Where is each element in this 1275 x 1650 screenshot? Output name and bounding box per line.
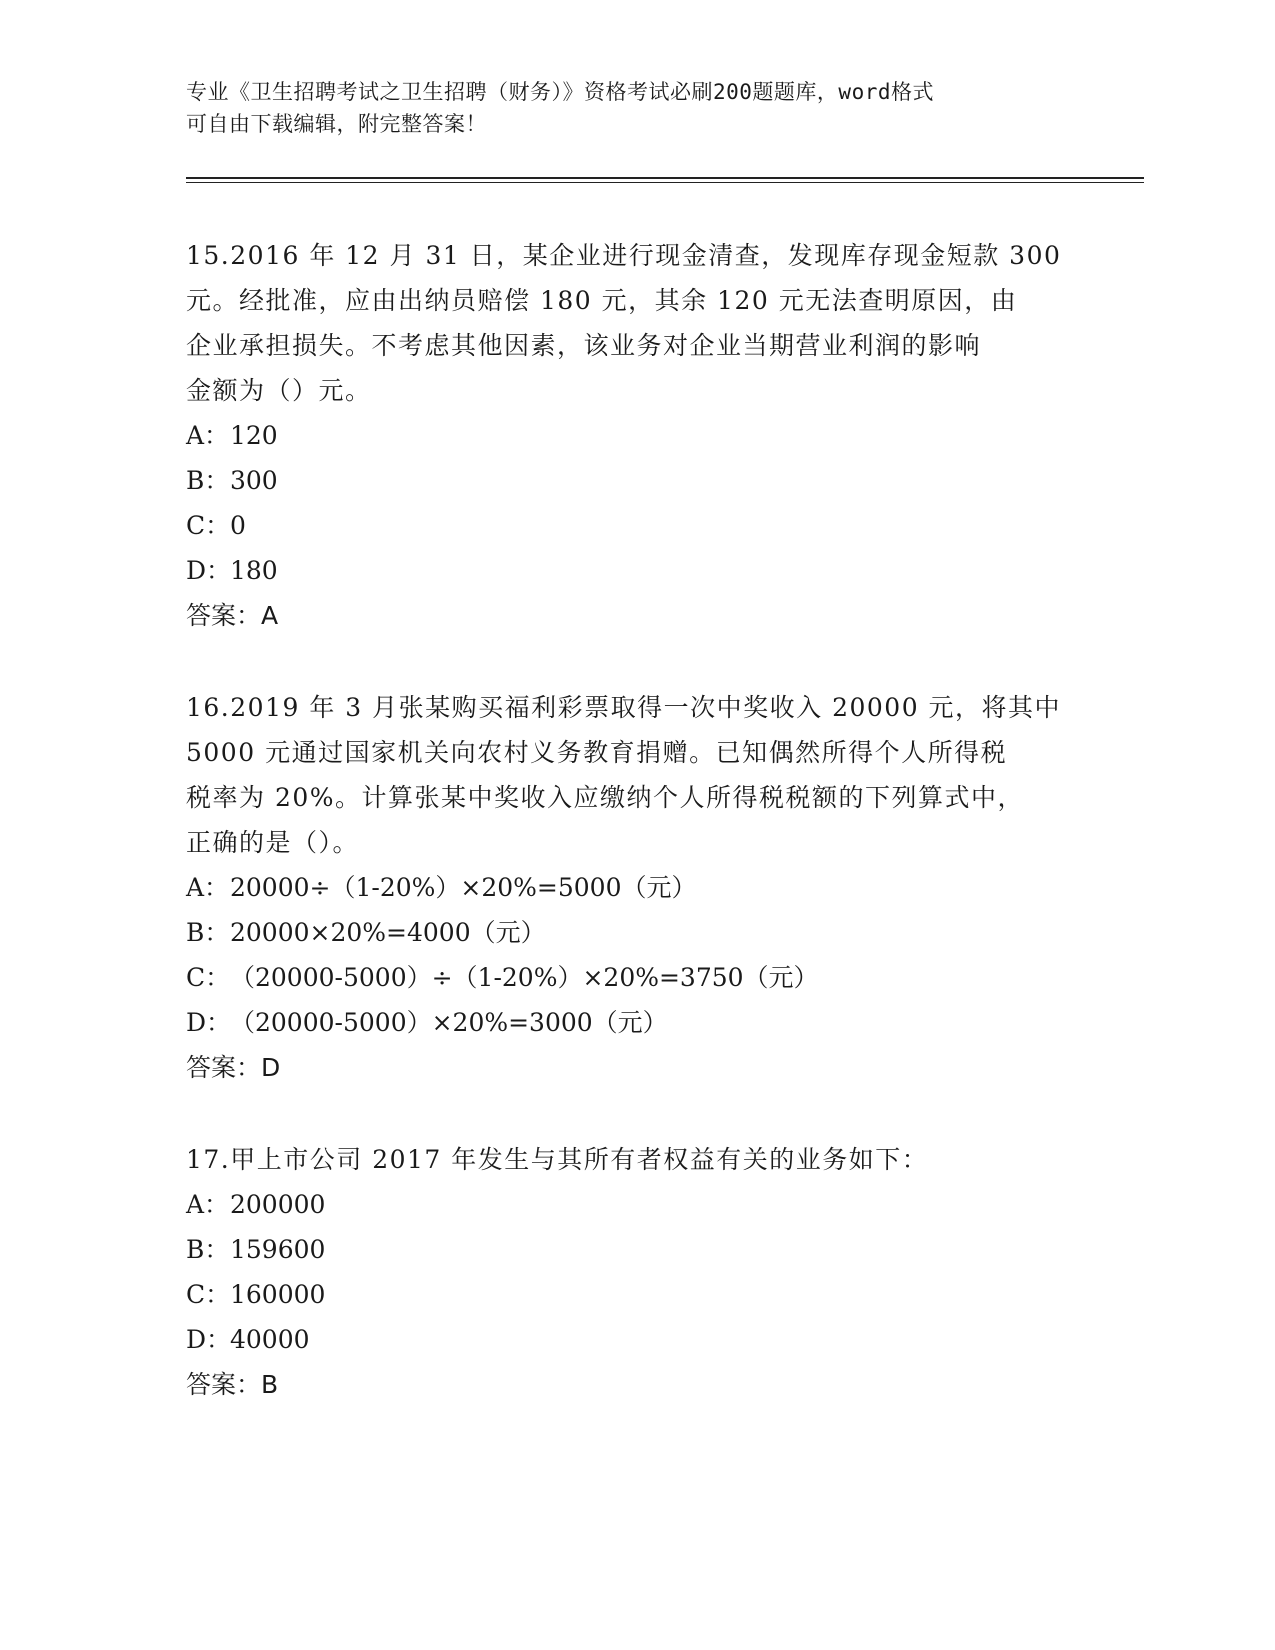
option-b bbox=[186, 458, 1086, 503]
option-c bbox=[186, 955, 1086, 1000]
question-stem-line: 金额为（）元。 bbox=[186, 376, 372, 405]
question-stem-line: 元。经批准，应由出纳员赔偿 180 元，其余 120 元无法查明原因，由 bbox=[186, 286, 1018, 315]
option-text: 0 bbox=[230, 511, 246, 540]
option-text: 120 bbox=[230, 421, 278, 450]
header-title-line-2: 可自由下载编辑，附完整答案！ bbox=[186, 112, 487, 136]
option-a bbox=[186, 413, 1086, 458]
option-text: 40000 bbox=[230, 1325, 310, 1354]
option-key: A： bbox=[186, 873, 230, 902]
answer-line: 答案：B bbox=[186, 1370, 279, 1399]
question-17 bbox=[186, 1137, 1086, 1407]
option-key: D： bbox=[186, 1325, 232, 1354]
question-stem-line: 税率为 20%。计算张某中奖收入应缴纳个人所得税税额的下列算式中， bbox=[186, 783, 1025, 812]
option-key: C： bbox=[186, 1280, 231, 1309]
option-b bbox=[186, 1227, 1086, 1272]
option-c bbox=[186, 503, 1086, 548]
question-15 bbox=[186, 233, 1086, 638]
header-title-line-1: 专业《卫生招聘考试之卫生招聘（财务）》资格考试必刷200题题库，word格式 bbox=[186, 80, 934, 104]
option-key: B： bbox=[186, 1235, 230, 1264]
question-stem-line: 正确的是（）。 bbox=[186, 828, 360, 857]
option-d bbox=[186, 1317, 1086, 1362]
question-stem-line: 企业承担损失。不考虑其他因素，该业务对企业当期营业利润的影响 bbox=[186, 331, 982, 360]
option-key: A： bbox=[186, 421, 230, 450]
option-key: B： bbox=[186, 466, 230, 495]
option-d bbox=[186, 548, 1086, 593]
option-text: 180 bbox=[230, 556, 278, 585]
document-header bbox=[186, 76, 1086, 140]
option-c bbox=[186, 1272, 1086, 1317]
option-key: B： bbox=[186, 918, 230, 947]
option-key: C： bbox=[186, 511, 231, 540]
answer-line: 答案：A bbox=[186, 601, 279, 630]
option-text: 200000 bbox=[230, 1190, 326, 1219]
option-text: 300 bbox=[230, 466, 278, 495]
option-a bbox=[186, 865, 1086, 910]
header-divider bbox=[186, 177, 1144, 183]
question-stem-line: 17.甲上市公司 2017 年发生与其所有者权益有关的业务如下： bbox=[186, 1145, 929, 1174]
option-text: 160000 bbox=[230, 1280, 326, 1309]
option-a bbox=[186, 1182, 1086, 1227]
option-text: 159600 bbox=[230, 1235, 326, 1264]
option-text: 20000×20%=4000（元） bbox=[230, 918, 546, 947]
option-key: D： bbox=[186, 556, 232, 585]
option-key: D： bbox=[186, 1008, 232, 1037]
question-16 bbox=[186, 685, 1086, 1090]
option-text: （20000-5000）÷（1-20%）×20%=3750（元） bbox=[230, 963, 819, 992]
option-d bbox=[186, 1000, 1086, 1045]
option-key: C： bbox=[186, 963, 231, 992]
answer-line: 答案：D bbox=[186, 1053, 281, 1082]
question-stem-line: 15.2016 年 12 月 31 日，某企业进行现金清查，发现库存现金短款 300 bbox=[186, 241, 1062, 270]
option-b bbox=[186, 910, 1086, 955]
option-key: A： bbox=[186, 1190, 230, 1219]
option-text: 20000÷（1-20%）×20%=5000（元） bbox=[230, 873, 697, 902]
question-stem-line: 5000 元通过国家机关向农村义务教育捐赠。已知偶然所得个人所得税 bbox=[186, 738, 1008, 767]
question-stem-line: 16.2019 年 3 月张某购买福利彩票取得一次中奖收入 20000 元，将其中 bbox=[186, 693, 1062, 722]
option-text: （20000-5000）×20%=3000（元） bbox=[230, 1008, 668, 1037]
